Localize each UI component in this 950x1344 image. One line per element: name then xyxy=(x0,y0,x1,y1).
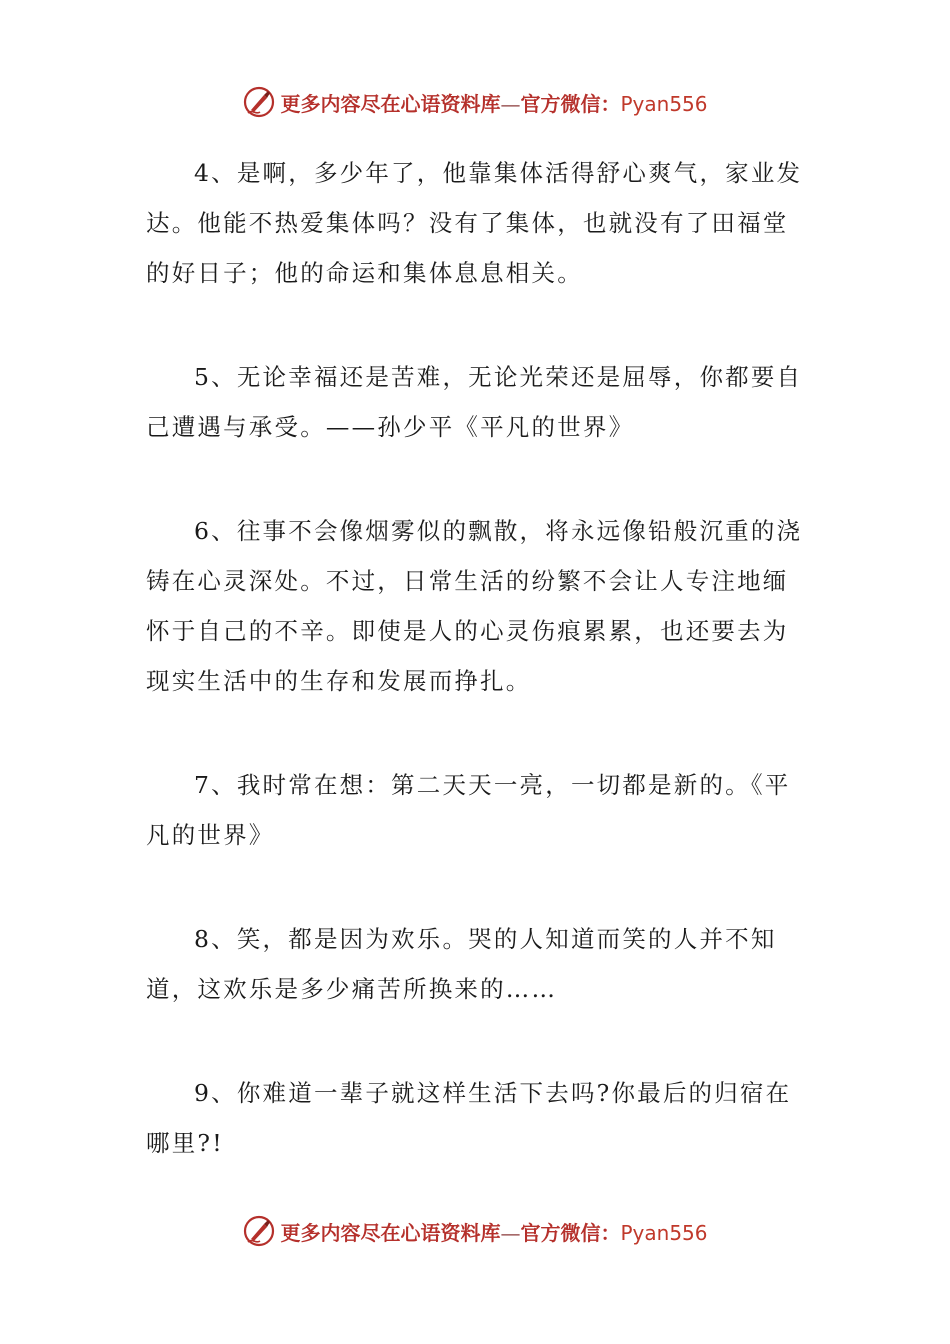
footer-banner xyxy=(0,1211,950,1251)
banner-label: 官方微信： xyxy=(520,91,621,116)
header-banner xyxy=(0,82,950,122)
banner-main: 更多内容尽在心语资料库 xyxy=(280,1220,501,1245)
banner-handle: Pyan556 xyxy=(620,1220,708,1245)
banner-label: 官方微信： xyxy=(520,1220,621,1245)
banner-dash: — xyxy=(500,91,521,116)
paragraph-7: 7、我时常在想：第二天天一亮，一切都是新的。《平凡的世界》 xyxy=(146,771,791,849)
document-body xyxy=(146,148,806,1222)
banner-main: 更多内容尽在心语资料库 xyxy=(280,91,501,116)
banner-handle: Pyan556 xyxy=(620,91,708,116)
paragraph-9: 9、你难道一辈子就这样生活下去吗?你最后的归宿在哪里?! xyxy=(146,1079,792,1157)
paragraph-5: 5、无论幸福还是苦难，无论光荣还是屈辱，你都要自己遭遇与承受。——孙少平《平凡的世界》 xyxy=(146,363,803,441)
paragraph-6: 6、往事不会像烟雾似的飘散，将永远像铅般沉重的浇铸在心灵深处。不过，日常生活的纷繁不会让人专注地缅怀于自己的不辛。即使是人的心灵伤痕累累，也还要去为现实生活中的生存和发展而挣扎。 xyxy=(146,517,803,695)
banner-text xyxy=(280,1217,707,1246)
pen-circle-logo-icon xyxy=(242,1214,276,1248)
pen-circle-logo-icon xyxy=(242,85,276,119)
banner-text xyxy=(280,88,707,117)
paragraph-4: 4、是啊，多少年了，他靠集体活得舒心爽气，家业发达。他能不热爱集体吗？没有了集体，也就没有了田福堂的好日子；他的命运和集体息息相关。 xyxy=(146,159,803,287)
paragraph-8: 8、笑，都是因为欢乐。哭的人知道而笑的人并不知道，这欢乐是多少痛苦所换来的…… xyxy=(146,925,777,1003)
banner-dash: — xyxy=(500,1220,521,1245)
